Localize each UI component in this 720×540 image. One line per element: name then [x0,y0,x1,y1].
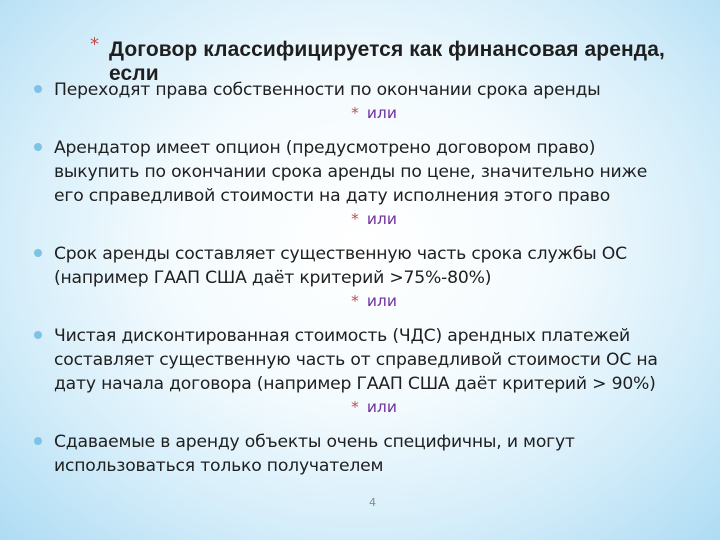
list-item [34,430,694,478]
list-item-text: Переходят права собственности по окончании срока аренды [54,80,601,100]
bullet-dot [34,85,42,93]
slide-title: Договор классифицируется как финансовая аренда, если [109,38,665,85]
or-label: или [366,210,397,228]
bullet-dot [34,249,42,257]
bullet-dot [34,143,42,151]
title-star-bullet: * [90,34,99,55]
or-star-bullet: * [351,398,359,416]
or-separator [54,209,694,229]
list-item-text: Срок аренды составляет существенную часть срока службы ОС (например ГААП США даёт критерий >75%-80%) [54,244,627,288]
or-separator [54,103,694,123]
list-item [34,324,694,417]
page-number: 4 [369,496,376,509]
or-label: или [366,398,397,416]
list-item [34,136,694,229]
or-star-bullet: * [351,210,359,228]
list-item [34,242,694,311]
list-item-text: Чистая дисконтированная стоимость (ЧДС) арендных платежей составляет существенную часть от справедливой стоимости ОС на дату начала договора (например ГААП США даёт критерий > 90%) [54,326,658,394]
or-separator [54,397,694,417]
list-item-text: Сдаваемые в аренду объекты очень специфичны, и могут использоваться только получателем [54,432,575,476]
or-label: или [366,104,397,122]
or-star-bullet: * [351,292,359,310]
or-star-bullet: * [351,104,359,122]
list-item-text: Арендатор имеет опцион (предусмотрено договором право) выкупить по окончании срока аренды по цене, значительно ниже его справедливой стоимости на дату исполнения этого право [54,138,648,206]
bullet-dot [34,437,42,445]
or-label: или [366,292,397,310]
bullet-dot [34,331,42,339]
list-item [34,78,694,123]
or-separator [54,291,694,311]
